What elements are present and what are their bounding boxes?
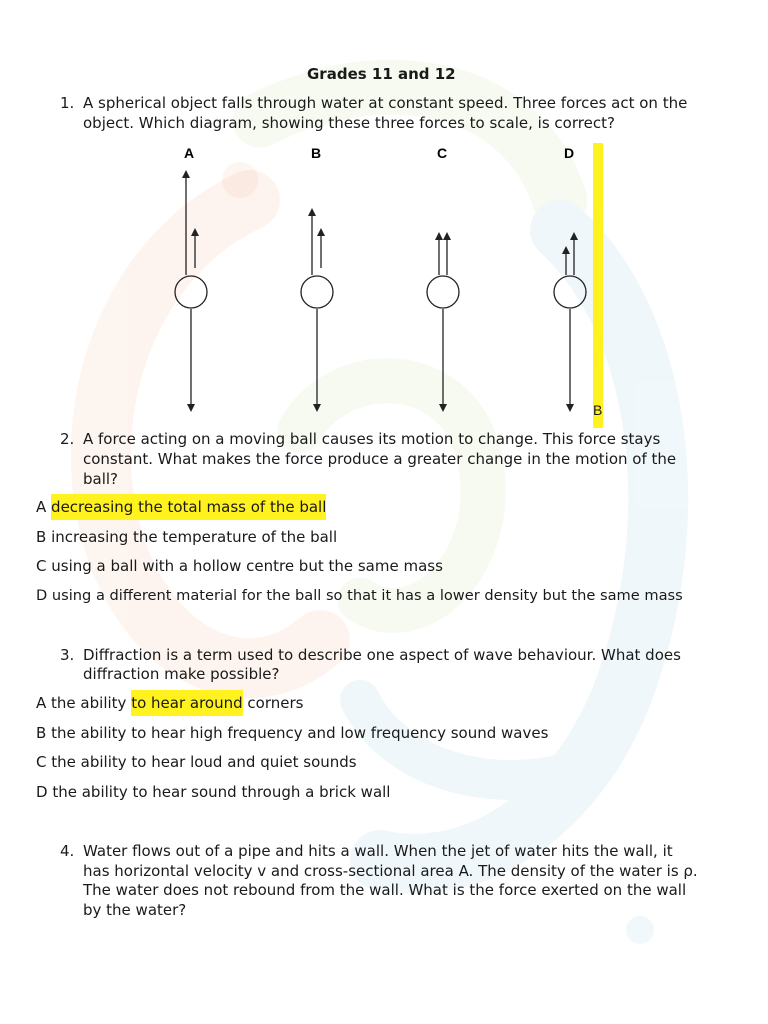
question-text: Water flows out of a pipe and hits a wall. When the jet of water hits the wall, it [83, 842, 673, 860]
question-text: A force acting on a moving ball causes its motion to change. This force stays [83, 430, 661, 448]
question-text: constant. What makes the force produce a greater change in the motion of the [83, 450, 677, 468]
force-diagrams [0, 140, 768, 430]
option-text: the ability to hear high frequency and low frequency sound waves [51, 724, 549, 742]
option-letter: A [36, 498, 47, 516]
option-text: the ability to hear loud and quiet sounds [51, 753, 357, 771]
option-letter: D [36, 587, 48, 604]
question-number: 2. [60, 430, 75, 448]
question-text: has horizontal velocity v and cross-sectional area A. The density of the water is ρ. [83, 862, 698, 880]
option-d[interactable] [36, 782, 390, 802]
option-letter: B [36, 528, 47, 546]
option-letter: A [36, 694, 47, 712]
diagram-d [554, 236, 586, 408]
diagram-label-d: D [564, 145, 575, 161]
question-text: Diffraction is a term used to describe one aspect of wave behaviour. What does [83, 646, 681, 664]
option-text: the ability to hear sound through a brick wall [52, 783, 391, 801]
question-text: The water does not rebound from the wall. What is the force exerted on the wall [83, 881, 687, 899]
option-text: using a ball with a hollow centre but the same mass [51, 557, 443, 575]
page-title: Grades 11 and 12 [307, 65, 456, 83]
question-number: 4. [60, 842, 75, 860]
option-a[interactable] [36, 497, 326, 517]
option-b[interactable] [36, 527, 337, 547]
question-text: ball? [83, 470, 119, 488]
diagram-c [427, 236, 459, 408]
option-text: the ability [51, 694, 127, 712]
diagram-label-c: C [437, 145, 448, 161]
diagram-b [301, 212, 333, 408]
option-letter: B [36, 724, 47, 742]
option-a[interactable] [36, 693, 303, 713]
question-number: 1. [60, 94, 75, 112]
answer-highlight-bar [593, 143, 603, 428]
option-c[interactable] [36, 556, 443, 576]
option-text-highlighted: to hear around [131, 690, 242, 716]
diagram-label-a: A [184, 145, 195, 161]
option-text: increasing the temperature of the ball [51, 528, 338, 546]
force-diagrams-svg [0, 140, 768, 430]
option-text: corners [247, 694, 304, 712]
question-text: by the water? [83, 901, 187, 919]
option-c[interactable] [36, 752, 357, 772]
question-text: object. Which diagram, showing these three forces to scale, is correct? [83, 114, 615, 132]
option-d[interactable] [36, 586, 683, 606]
option-b[interactable] [36, 723, 548, 743]
question-text: A spherical object falls through water at constant speed. Three forces act on the [83, 94, 688, 112]
option-letter: C [36, 753, 47, 771]
question-number: 3. [60, 646, 75, 664]
option-text: using a different material for the ball so that it has a lower density but the same mass [51, 587, 683, 604]
answer-marker: B [593, 402, 603, 418]
option-letter: D [36, 783, 48, 801]
question-text: diffraction make possible? [83, 665, 280, 683]
option-text-highlighted: decreasing the total mass of the ball [51, 494, 326, 520]
diagram-a [175, 174, 207, 408]
option-letter: C [36, 557, 47, 575]
diagram-label-b: B [311, 145, 322, 161]
